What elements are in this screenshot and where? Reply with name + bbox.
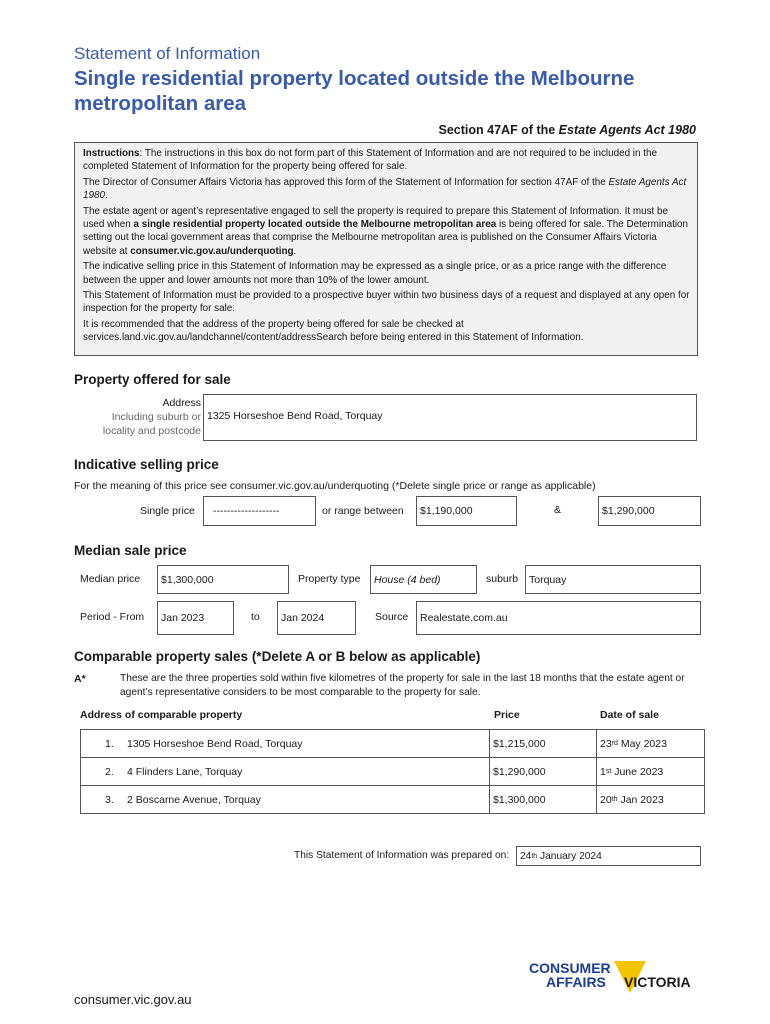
table-row [80, 729, 705, 758]
row-date[interactable] [600, 730, 667, 757]
instructions-p3 [83, 205, 691, 259]
logo-line3: VICTORIA [624, 974, 691, 990]
document-title: Single residential property located outside the Melbourne metropolitan area [74, 67, 635, 115]
row-date[interactable] [600, 758, 663, 785]
instructions-p1 [83, 147, 691, 174]
row-number: 1. [105, 737, 114, 750]
row-number: 3. [105, 793, 114, 806]
median-price-field[interactable] [157, 565, 289, 594]
document-kicker: Statement of Information [74, 44, 261, 63]
prepared-rest: January 2024 [537, 850, 602, 862]
logo-line2: AFFAIRS [546, 974, 606, 990]
footer-url[interactable]: consumer.vic.gov.au [74, 992, 192, 1007]
comparable-description: These are the three properties sold within five kilometres of the property for sale in the last 18 months that the estate agent or agent’s representative considers to be most comparable to the property for sale. [120, 673, 685, 698]
indicative-note: For the meaning of this price see consumer.vic.gov.au/underquoting (*Delete single price or range as applicable) [74, 480, 596, 492]
property-type-value: House (4 bed) [374, 573, 441, 586]
period-to-field[interactable] [277, 601, 356, 635]
instructions-p3-text2: is being offered for sale. The Determination setting out the local government areas that comprise the Melbourne metropolitan area is published on the Consumer Affairs Victoria website at [83, 219, 688, 257]
prepared-day: 24 [520, 850, 532, 862]
address-label-line1: Address [162, 397, 201, 409]
row-price[interactable]: $1,300,000 [493, 793, 546, 806]
row-date-suffix: th [611, 796, 618, 803]
period-from-label: Period - From [80, 611, 145, 623]
section-act: Estate Agents Act 1980 [558, 123, 696, 137]
row-date-rest: June 2023 [611, 765, 664, 778]
underquoting-link[interactable]: consumer.vic.gov.au/underquoting [130, 245, 294, 257]
row-address[interactable]: 2 Boscarne Avenue, Torquay [127, 793, 261, 806]
instructions-box [74, 142, 698, 356]
property-heading: Property offered for sale [74, 372, 231, 387]
prepared-suffix: th [531, 852, 538, 860]
row-date-day: 23 [600, 737, 612, 750]
instructions-p3-bold: a single residential property located outside the Melbourne metropolitan area [133, 219, 497, 231]
suburb-field[interactable] [525, 565, 701, 594]
row-date[interactable] [600, 786, 664, 813]
address-label [74, 396, 201, 438]
instructions-p1-text: : The instructions in this box do not form part of this Statement of Information and are not required to be included in the completed Statement of Information for the property being offered for sale. [83, 148, 657, 173]
section-prefix: Section 47AF of the [438, 123, 559, 137]
row-price[interactable]: $1,290,000 [493, 765, 546, 778]
median-price-value: $1,300,000 [161, 573, 214, 586]
range-low-value: $1,190,000 [420, 505, 473, 517]
row-price[interactable]: $1,215,000 [493, 737, 546, 750]
section-reference [439, 123, 696, 137]
instructions-p5: This Statement of Information must be provided to a prospective buyer within two business days of a request and displayed at any open for inspection for the property for sale. [83, 290, 690, 315]
logo-line1: CONSUMER [529, 960, 611, 976]
row-date-suffix: rd [611, 740, 618, 747]
instructions-p3-end: . [293, 245, 297, 257]
instructions-p2-end: . [104, 190, 108, 202]
instructions-p6: It is recommended that the address of the property being offered for sale be checked at services.land.vic.gov.au/landchannel/content/addressSearch before being entered in this Statement of Information. [83, 318, 584, 344]
single-price-value: ------------------- [213, 505, 280, 517]
table-row [80, 757, 705, 786]
indicative-heading: Indicative selling price [74, 457, 219, 472]
source-label: Source [375, 611, 409, 623]
prepared-date-field[interactable] [516, 846, 701, 866]
property-address-field[interactable] [203, 394, 697, 441]
range-ampersand: & [554, 504, 562, 516]
instructions-lead: Instructions [83, 148, 140, 159]
median-price-label: Median price [80, 573, 141, 585]
period-to-value: Jan 2024 [281, 612, 325, 624]
source-value: Realestate.com.au [420, 612, 508, 624]
single-price-field[interactable] [203, 496, 316, 526]
consumer-affairs-victoria-logo [526, 955, 706, 1007]
row-date-rest: Jan 2023 [617, 793, 664, 806]
row-date-day: 20 [600, 793, 612, 806]
table-row [80, 785, 705, 814]
logo-graphic [526, 955, 706, 1007]
address-label-line3: locality and postcode [102, 425, 201, 437]
range-label: or range between [322, 505, 404, 517]
range-low-field[interactable] [416, 496, 517, 526]
row-date-rest: May 2023 [617, 737, 667, 750]
row-date-suffix: st [605, 768, 612, 775]
property-address-value: 1325 Horseshoe Bend Road, Torquay [207, 410, 383, 422]
single-price-label: Single price [140, 505, 195, 517]
instructions-p2 [83, 176, 691, 203]
property-type-field[interactable] [370, 565, 477, 594]
row-address[interactable]: 1305 Horseshoe Bend Road, Torquay [127, 737, 303, 750]
range-high-field[interactable] [598, 496, 701, 526]
range-high-value: $1,290,000 [602, 505, 655, 517]
col-header-address: Address of comparable property [80, 709, 243, 721]
suburb-value: Torquay [529, 573, 567, 586]
row-date-day: 1 [600, 765, 606, 778]
row-address[interactable]: 4 Flinders Lane, Torquay [127, 765, 243, 778]
instructions-p2-act: Estate Agents Act 1980 [83, 176, 687, 202]
period-from-field[interactable] [157, 601, 234, 635]
instructions-p3-text: The estate agent or agent’s representative engaged to sell the property is required to prepare this Statement of Information. It must be used when [83, 205, 668, 231]
col-header-price: Price [494, 709, 520, 721]
col-header-date: Date of sale [600, 709, 659, 721]
property-type-label: Property type [298, 573, 361, 585]
comparable-heading: Comparable property sales (*Delete A or B below as applicable) [74, 649, 481, 664]
median-heading: Median sale price [74, 543, 187, 558]
option-a-marker: A* [74, 673, 86, 685]
address-label-line2: Including suburb or [111, 411, 201, 423]
instructions-p4: The indicative selling price in this Statement of Information may be expressed as a single price, or as a price range with the difference between the upper and lower amounts not more than 10% of the lower amount. [83, 261, 667, 286]
suburb-label: suburb [486, 573, 519, 585]
row-number: 2. [105, 765, 114, 778]
instructions-p2-text: The Director of Consumer Affairs Victoria has approved this form of the Statement of Information for section 47AF of the [83, 176, 609, 188]
period-from-value: Jan 2023 [161, 612, 205, 624]
source-field[interactable] [416, 601, 701, 635]
prepared-label: This Statement of Information was prepared on: [294, 850, 510, 861]
period-to-label: to [251, 611, 260, 623]
